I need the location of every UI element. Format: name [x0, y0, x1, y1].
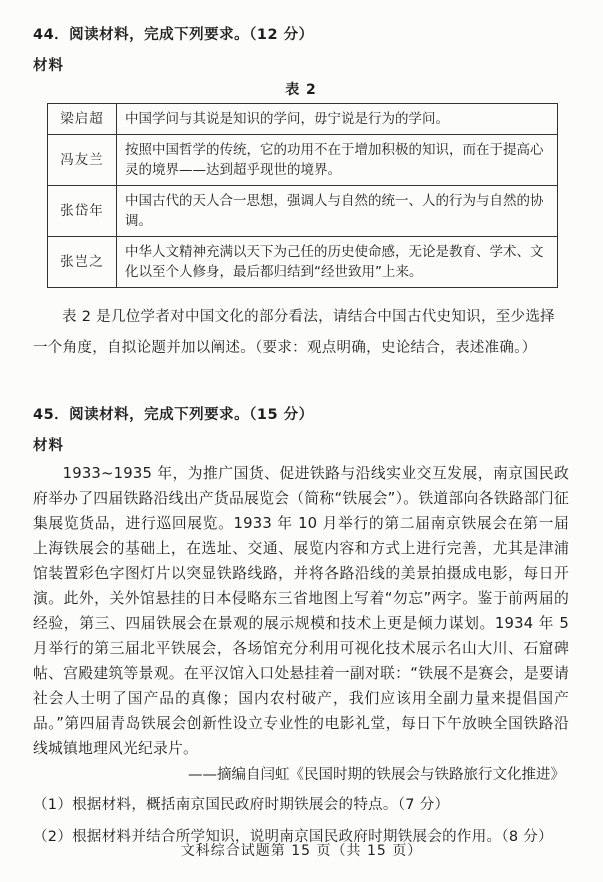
source-attribution: ——摘编自闫虹《民国时期的铁展会与铁路旅行文化推进》 — [188, 767, 565, 783]
scholar-name-cell: 冯友兰 — [48, 135, 117, 186]
scholar-name-cell: 张岂之 — [48, 237, 117, 288]
sub-question-2: （2）根据材料并结合所学知识，说明南京国民政府时期铁展会的作用。（8 分） — [33, 829, 553, 845]
scholar-view-cell: 按照中国哲学的传统，它的功用不在于增加积极的知识，而在于提高心灵的境界——达到超乎现世的境界。 — [117, 135, 558, 186]
sub-question-1: （1）根据材料，概括南京国民政府时期铁展会的特点。（7 分） — [33, 797, 450, 813]
scholar-views-table — [47, 103, 558, 288]
question-45-header: 45．阅读材料，完成下列要求。（15 分） — [33, 407, 314, 423]
question-44-header: 44．阅读材料，完成下列要求。（12 分） — [33, 27, 314, 43]
table-row — [48, 104, 558, 135]
table-row — [48, 186, 558, 237]
question-44-material-label: 材料 — [33, 58, 64, 74]
table-row — [48, 135, 558, 186]
scholar-name-cell: 梁启超 — [48, 104, 117, 135]
question-45-material-text: 1933~1935 年，为推广国货、促进铁路与沿线实业交互发展，南京国民政府举办了四届铁路沿线出产货品展览会（简称“铁展会”）。铁道部向各铁路部门征集展览货品，进行巡回展览。1933 年 10 月举行的第二届南京铁展会在第一届上海铁展会的基础上，在选址、交通、展览内容和方式上进行完善，尤其是津浦馆装置彩色字图灯片以突显铁路线路，并将各路沿线的美景拍摄成电影，每日开演。此外，关外馆悬挂的日本侵略东三省地图上写着“勿忘”两字。鉴于前两届的经验，第三、四届铁展会在景观的展示规模和技术上更是倾力谋划。1934 年 5 月举行的第三届北平铁展会，各场馆充分利用可视化技术展示名山大川、石窟碑帖、宫殿建筑等景观。在平汉馆入口处悬挂着一副对联：“铁展不是赛会，是要请社会人士明了国产品的真像；国内农村破产，我们应该用全副力量来提倡国产品。”第四届青岛铁展会创新性设立专业性的电影礼堂，每日下午放映全国铁路沿线城镇地理风光纪录片。 — [33, 465, 569, 757]
table-row — [48, 237, 558, 288]
scholar-view-cell: 中华人文精神充满以天下为己任的历史使命感，无论是教育、学术、文化以至个人修身，最后都归结到“经世致用”上来。 — [117, 237, 558, 288]
scholar-view-cell: 中国古代的天人合一思想，强调人与自然的统一、人的行为与自然的协调。 — [117, 186, 558, 237]
page-footer: 文科综合试题第 15 页（共 15 页） — [180, 843, 423, 859]
question-44-task: 表 2 是几位学者对中国文化的部分看法，请结合中国古代史知识，至少选择一个角度，自拟论题并加以阐述。（要求：观点明确，史论结合，表述准确。） — [33, 309, 555, 356]
scholar-name-cell: 张岱年 — [48, 186, 117, 237]
table-2-caption: 表 2 — [285, 82, 317, 98]
scholar-view-cell: 中国学问与其说是知识的学问，毋宁说是行为的学问。 — [117, 104, 558, 135]
question-44 — [33, 24, 569, 364]
question-45-material-label: 材料 — [33, 438, 64, 454]
question-45 — [33, 404, 569, 852]
